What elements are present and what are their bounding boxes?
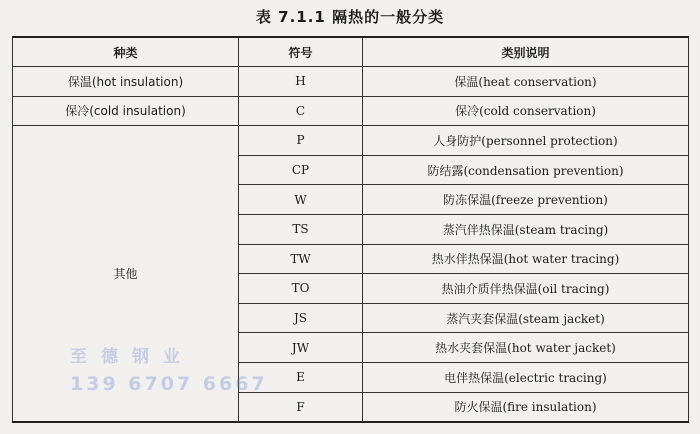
category-cell: 其他 (13, 126, 239, 422)
description-cell: 防结露(condensation prevention) (363, 155, 689, 185)
description-cell: 蒸汽夹套保温(steam jacket) (363, 303, 689, 333)
symbol-cell: F (239, 392, 363, 422)
description-cell: 电伴热保温(electric tracing) (363, 362, 689, 392)
symbol-cell: JW (239, 333, 363, 363)
symbol-cell: H (239, 67, 363, 97)
insulation-classification-table (12, 36, 689, 423)
description-cell: 热水伴热保温(hot water tracing) (363, 244, 689, 274)
watermark-phone: 139 6707 6667 (70, 373, 268, 395)
description-cell: 防火保温(fire insulation) (363, 392, 689, 422)
category-cell: 保温(hot insulation) (13, 67, 239, 97)
category-cell: 保冷(cold insulation) (13, 96, 239, 126)
description-cell: 热水夹套保温(hot water jacket) (363, 333, 689, 363)
watermark-company: 至德钢业 (70, 347, 194, 367)
symbol-cell: CP (239, 155, 363, 185)
description-cell: 保冷(cold conservation) (363, 96, 689, 126)
table-title: 表 7.1.1 隔热的一般分类 (255, 8, 445, 26)
description-cell: 保温(heat conservation) (363, 67, 689, 97)
description-cell: 人身防护(personnel protection) (363, 126, 689, 156)
header-category: 种类 (13, 37, 239, 67)
description-cell: 蒸汽伴热保温(steam tracing) (363, 214, 689, 244)
symbol-cell: TO (239, 274, 363, 304)
symbol-cell: TW (239, 244, 363, 274)
description-cell: 防冻保温(freeze prevention) (363, 185, 689, 215)
symbol-cell: P (239, 126, 363, 156)
table-row (13, 96, 689, 126)
symbol-cell: TS (239, 214, 363, 244)
symbol-cell: W (239, 185, 363, 215)
table-body (13, 67, 689, 423)
header-description: 类别说明 (363, 37, 689, 67)
description-cell: 热油介质伴热保温(oil tracing) (363, 274, 689, 304)
header-symbol: 符号 (239, 37, 363, 67)
table-row (13, 67, 689, 97)
symbol-cell: C (239, 96, 363, 126)
symbol-cell: JS (239, 303, 363, 333)
table-row (13, 126, 689, 156)
symbol-cell: E (239, 362, 363, 392)
table-header-row (13, 37, 689, 67)
